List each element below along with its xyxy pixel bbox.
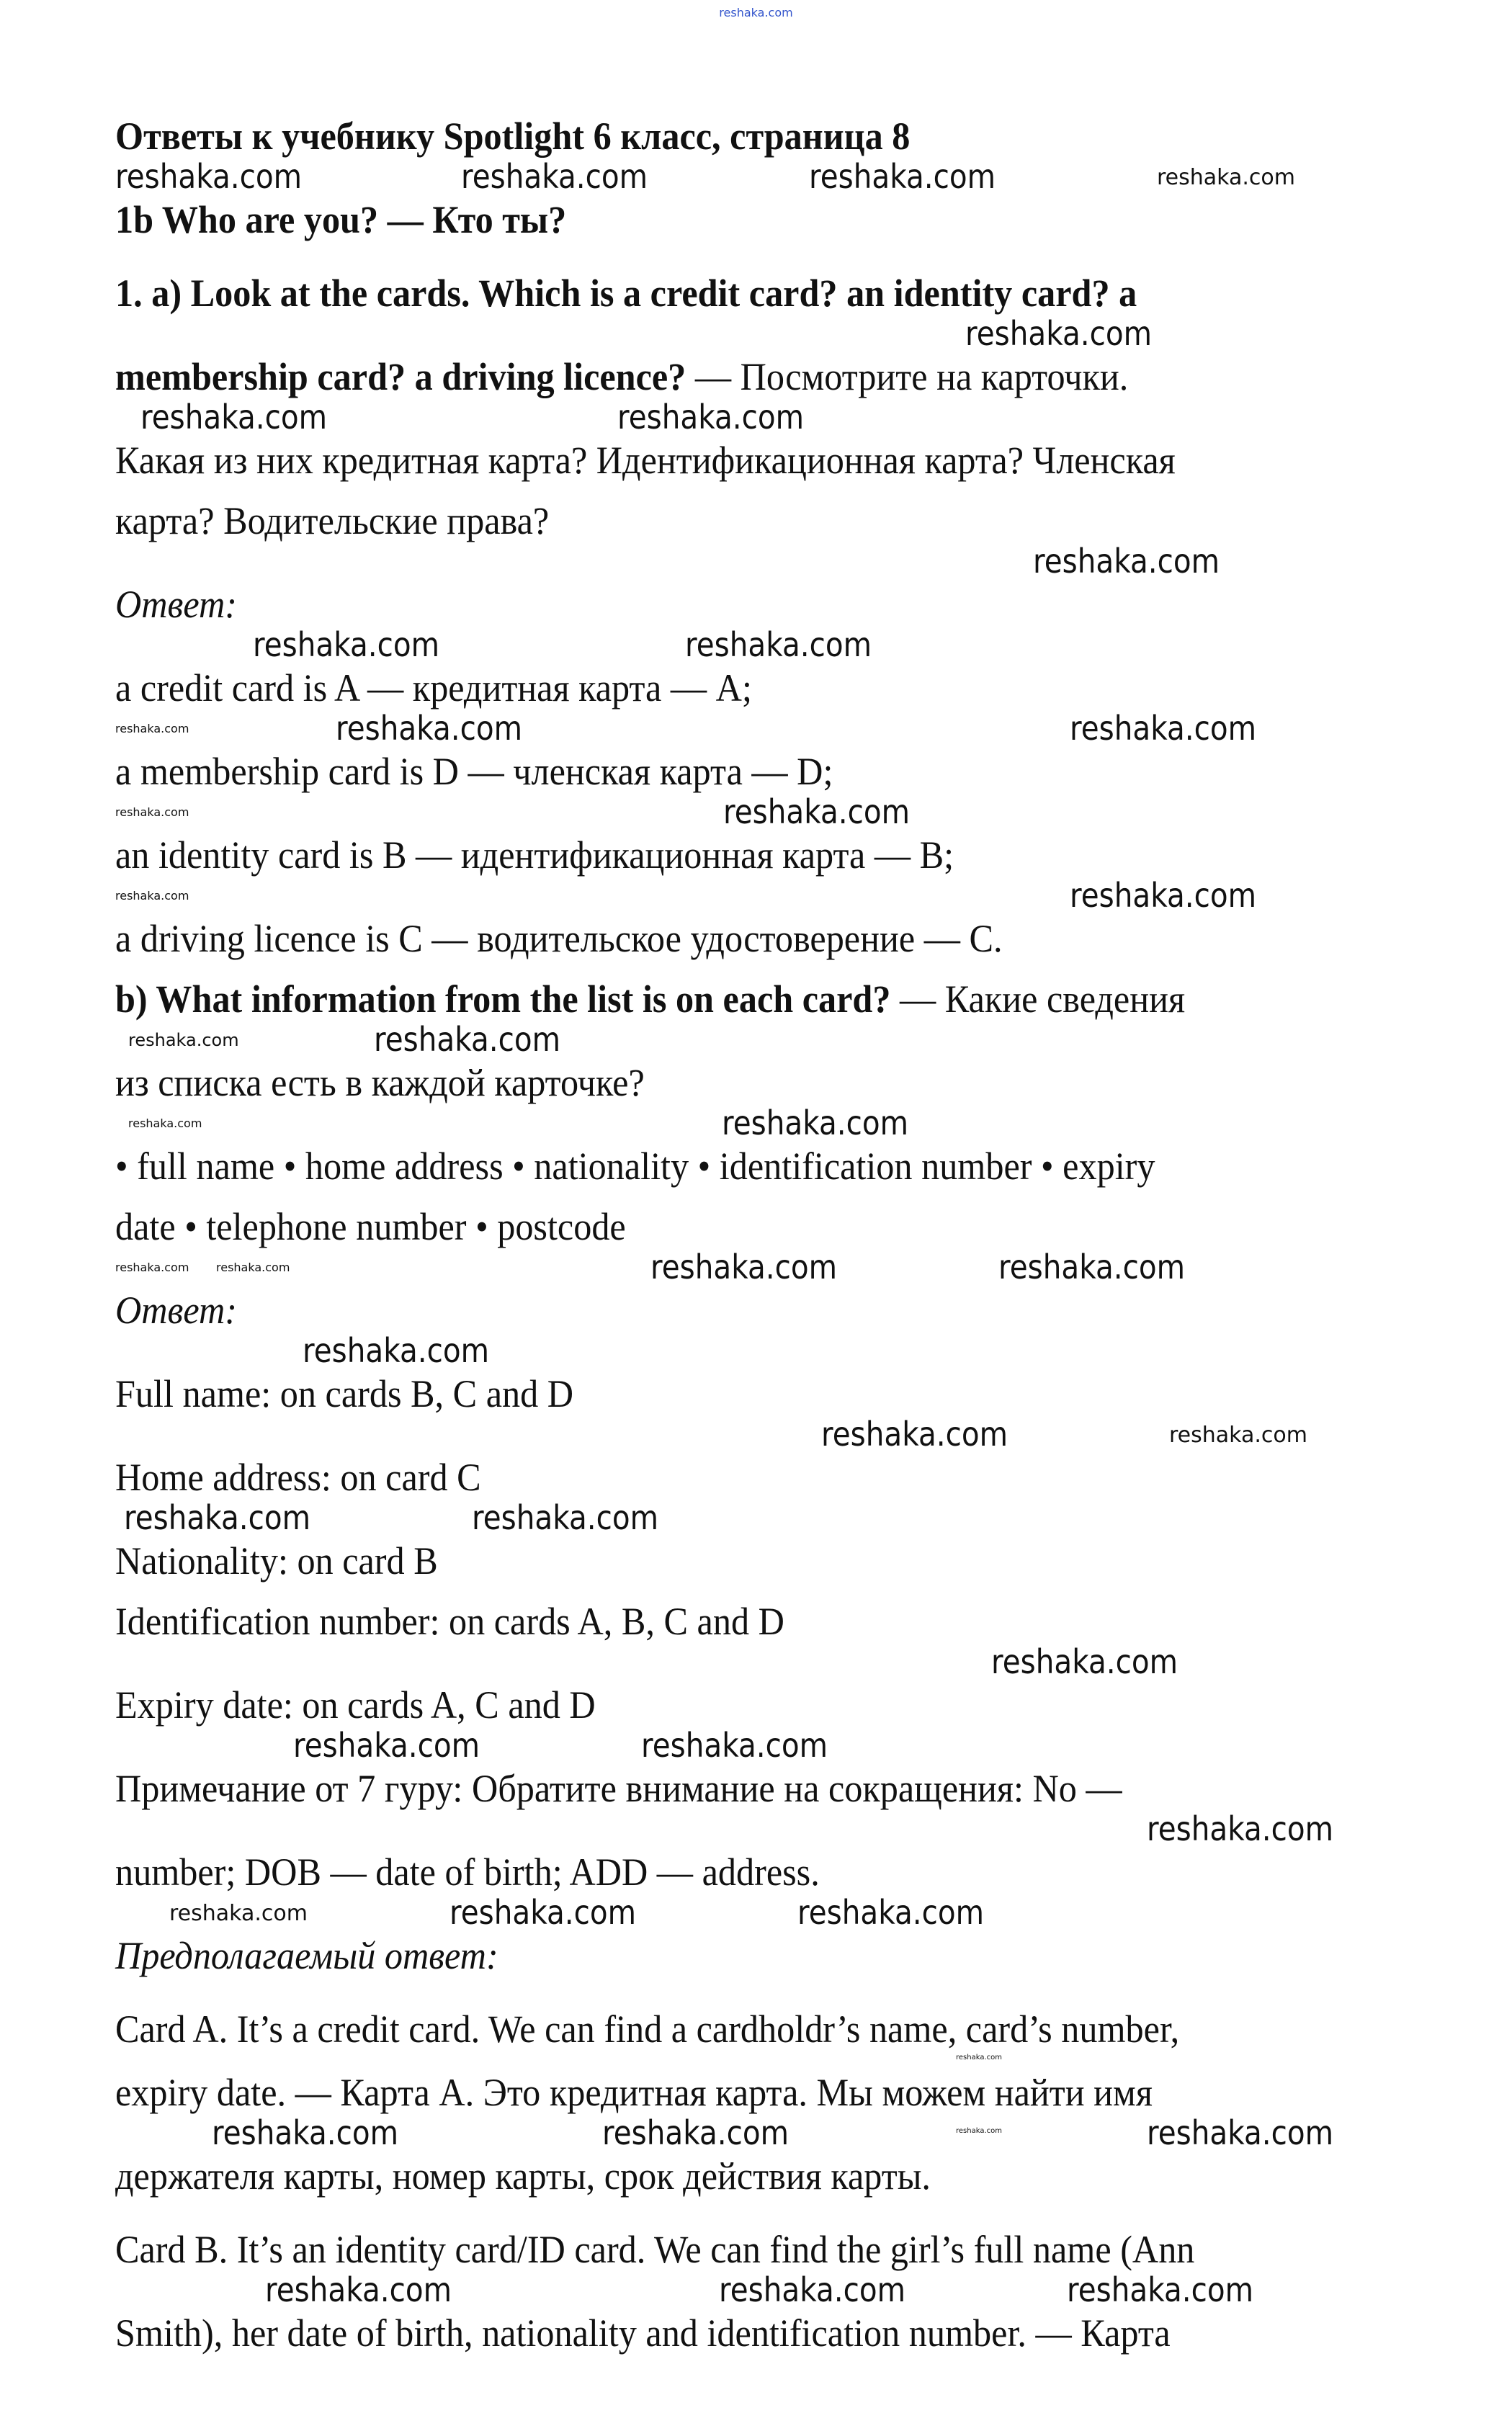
task-a-bold: membership card? a driving licence? (115, 355, 686, 398)
watermark: reshaka.com (965, 314, 1153, 353)
answer-label-line (115, 1288, 1512, 1333)
answer-text: a driving licence is C — водительское удостоверение — C. (115, 917, 1003, 960)
note-line (115, 1766, 1512, 1811)
watermark: reshaka.com (956, 2054, 1002, 2061)
watermark: reshaka.com (374, 1020, 561, 1059)
watermark: reshaka.com (128, 1116, 202, 1130)
suggested-answer-label: Предполагаемый ответ: (115, 1934, 498, 1977)
watermark-row (0, 158, 1512, 197)
watermark: reshaka.com (449, 1893, 637, 1932)
watermark-row (0, 2115, 1512, 2154)
task-a-line (115, 271, 1512, 315)
answer-line (115, 1371, 1512, 1416)
card-b-line (115, 2311, 1512, 2355)
watermark-row (0, 2051, 1512, 2070)
watermark: reshaka.com (617, 398, 805, 437)
task-b-text: из списка есть в каждой карточке? (115, 1061, 645, 1104)
card-a-text: держателя карты, номер карты, срок действия карты. (115, 2154, 931, 2198)
card-b-text: Card B. It’s an identity card/ID card. We can find the girl’s full name (Ann (115, 2228, 1195, 2271)
watermark: reshaka.com (303, 1331, 490, 1370)
watermark: reshaka.com (722, 1103, 909, 1142)
watermark-row (0, 1811, 1512, 1850)
watermark: reshaka.com (115, 805, 189, 819)
watermark-row (0, 1727, 1512, 1766)
watermark: reshaka.com (212, 2113, 399, 2152)
page-title: Ответы к учебнику Spotlight 6 класс, страница 8 (115, 115, 911, 158)
note-text: number; DOB — date of birth; ADD — address. (115, 1850, 820, 1894)
answer-text: Home address: on card C (115, 1456, 481, 1499)
watermark: reshaka.com (461, 157, 648, 196)
task-a-text: Какая из них кредитная карта? Идентификационная карта? Членская (115, 439, 1176, 482)
card-b-line (115, 2227, 1512, 2272)
watermark-row (0, 315, 1512, 354)
note-line (115, 1850, 1512, 1894)
watermark-row (0, 1021, 1512, 1060)
watermark: reshaka.com (650, 1248, 838, 1286)
watermark: reshaka.com (1157, 165, 1295, 190)
answer-line (115, 833, 1512, 877)
watermark-row (0, 543, 1512, 582)
task-a-line (115, 354, 1512, 399)
watermark: reshaka.com (1070, 709, 1257, 748)
watermark: reshaka.com (216, 1261, 290, 1274)
answer-text: Expiry date: on cards A, C and D (115, 1683, 596, 1727)
watermark: reshaka.com (115, 722, 189, 735)
answer-line (115, 1683, 1512, 1727)
watermark: reshaka.com (1033, 542, 1220, 581)
watermark: reshaka.com (265, 2270, 452, 2309)
watermark-top: reshaka.com (719, 6, 793, 19)
card-b-text: Smith), her date of birth, nationality and identification number. — Карта (115, 2311, 1171, 2355)
answer-line (115, 1539, 1512, 1583)
watermark: reshaka.com (1070, 876, 1257, 915)
watermark: reshaka.com (115, 1261, 189, 1274)
task-b-line (115, 1060, 1512, 1105)
watermark: reshaka.com (1147, 2113, 1334, 2152)
watermark: reshaka.com (821, 1415, 1008, 1454)
watermark-row (0, 399, 1512, 438)
watermark: reshaka.com (472, 1498, 659, 1537)
task-b-translation: — Какие сведения (890, 977, 1186, 1021)
watermark: reshaka.com (115, 157, 303, 196)
watermark: reshaka.com (115, 889, 189, 903)
answer-line (115, 666, 1512, 710)
watermark: reshaka.com (998, 1248, 1186, 1286)
watermark: reshaka.com (124, 1498, 311, 1537)
info-list-line (115, 1144, 1512, 1188)
watermark-row (0, 1249, 1512, 1288)
card-a-line (115, 2070, 1512, 2115)
answer-line (115, 1599, 1512, 1644)
watermark-row (0, 877, 1512, 916)
answer-label-line (115, 582, 1512, 627)
suggested-answer-label-line (115, 1933, 1512, 1978)
watermark-top-row (0, 6, 1512, 35)
watermark-row (0, 1333, 1512, 1371)
watermark-row (0, 627, 1512, 666)
watermark: reshaka.com (140, 398, 328, 437)
task-a-text: 1. a) Look at the cards. Which is a credit card? an identity card? a (115, 272, 1137, 315)
watermark-row (0, 1644, 1512, 1683)
watermark-row (0, 794, 1512, 833)
watermark: reshaka.com (685, 625, 872, 664)
watermark-row (0, 1894, 1512, 1933)
watermark-row (0, 710, 1512, 749)
card-a-text: Card A. It’s a credit card. We can find a cardholdr’s name, card’s number, (115, 2007, 1180, 2051)
watermark-row (0, 1416, 1512, 1455)
answer-text: Nationality: on card B (115, 1539, 438, 1582)
card-a-line (115, 2007, 1512, 2051)
answer-line (115, 1455, 1512, 1500)
watermark: reshaka.com (128, 1030, 239, 1050)
note-text: Примечание от 7 гуру: Обратите внимание на сокращения: No — (115, 1767, 1122, 1810)
watermark: reshaka.com (956, 2127, 1002, 2135)
watermark: reshaka.com (1169, 1423, 1307, 1448)
watermark: reshaka.com (809, 157, 996, 196)
watermark: reshaka.com (797, 1893, 985, 1932)
page-title-line (115, 114, 1512, 158)
watermark: reshaka.com (293, 1726, 480, 1765)
task-a-line (115, 498, 1512, 543)
info-list: • full name • home address • nationality • identification number • expiry (115, 1145, 1155, 1188)
answer-text: Identification number: on cards A, B, C and D (115, 1600, 784, 1643)
task-a-line (115, 438, 1512, 483)
task-a-text: карта? Водительские права? (115, 499, 550, 542)
task-b-line (115, 977, 1512, 1021)
watermark: reshaka.com (253, 625, 440, 664)
watermark: reshaka.com (336, 709, 523, 748)
answer-label: Ответ: (115, 1289, 237, 1332)
watermark: reshaka.com (1147, 1809, 1334, 1848)
watermark: reshaka.com (719, 2270, 906, 2309)
watermark: reshaka.com (723, 792, 911, 831)
card-a-line (115, 2154, 1512, 2198)
info-list: date • telephone number • postcode (115, 1205, 626, 1248)
watermark: reshaka.com (991, 1642, 1178, 1681)
watermark: reshaka.com (641, 1726, 828, 1765)
watermark: reshaka.com (602, 2113, 789, 2152)
section-heading-line (115, 197, 1512, 242)
watermark-row (0, 1500, 1512, 1539)
watermark-row (0, 2272, 1512, 2311)
answer-line (115, 916, 1512, 961)
answer-text: a membership card is D — членская карта — D; (115, 750, 833, 793)
answer-text: a credit card is A — кредитная карта — A; (115, 666, 752, 709)
card-a-text: expiry date. — Карта A. Это кредитная карта. Мы можем найти имя (115, 2071, 1153, 2114)
answer-line (115, 749, 1512, 794)
task-b-bold: b) What information from the list is on each card? (115, 977, 891, 1021)
task-a-translation: — Посмотрите на карточки. (686, 355, 1129, 398)
watermark: reshaka.com (1067, 2270, 1254, 2309)
section-heading: 1b Who are you? — Кто ты? (115, 198, 567, 241)
answer-label: Ответ: (115, 583, 237, 626)
answer-text: Full name: on cards B, C and D (115, 1372, 574, 1415)
watermark: reshaka.com (169, 1901, 308, 1926)
info-list-line (115, 1204, 1512, 1249)
watermark-row (0, 1105, 1512, 1144)
answer-text: an identity card is B — идентификационная карта — B; (115, 833, 954, 877)
